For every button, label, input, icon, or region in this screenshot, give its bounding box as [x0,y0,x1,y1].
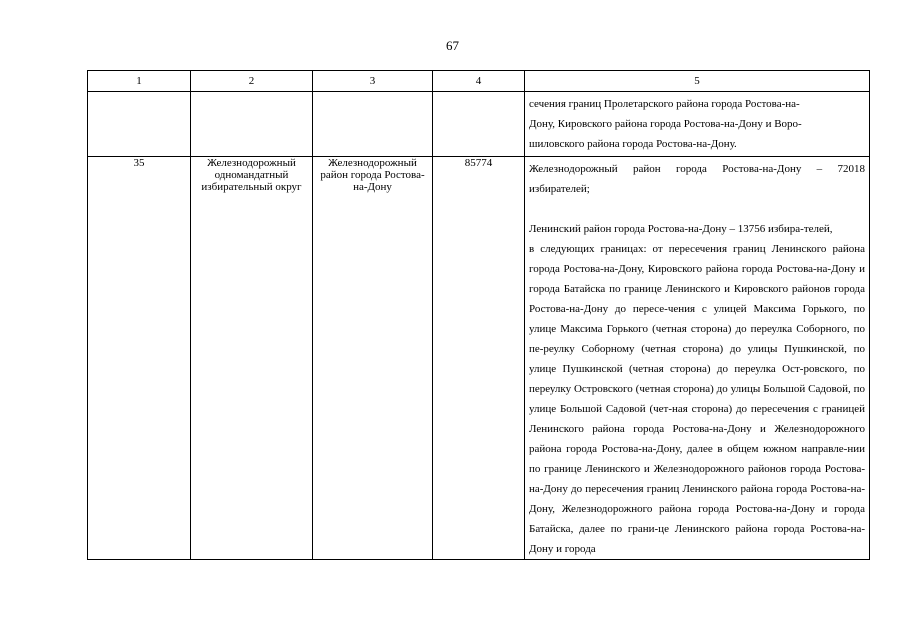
area-name: Железнодорожный район города Ростова-на-Дону [313,157,433,560]
description-paragraph: Ленинский район города Ростова-на-Дону – 13756 избира-телей, [529,223,833,235]
district-description [525,157,870,560]
table-header-row [88,71,870,92]
continuation-description [525,92,870,157]
paragraph-gap [529,199,865,219]
page-number: 67 [446,38,459,53]
header-col-1: 1 [88,71,191,92]
cell-empty [88,92,191,157]
voter-count: 85774 [433,157,525,560]
district-name: Железнодорожный одномандатный избирательный округ [191,157,313,560]
description-paragraph: в следующих границах: от пересечения границ Ленинского района города Ростова-на-Дону, Кировского района города Ростова-на-Дону и города Батайска по границе Ленинского и Кировского районов города Ростова-на-Дону до пересе-чения с улицей Максима Горького, по улице Максима Горького (четная сторона) до переулка Соборного, по пе-реулку Соборному (четная сторона) до улицы Пушкинской, по улице Пушкинской (четная сторона) до переулка Ост-ровского, по переулку Островского (четная сторона) до улицы Большой Садовой, по улице Большой Садовой (чет-ная сторона) до пересечения с границей Ленинского района города Ростова-на-Дону и Железнодорожного района города Ростова-на-Дону, далее в общем южном направле-нии по границе Ленинского и Железнодорожного районов города Ростова-на-Дону до пересечения границ Ленинского района города Ростова-на-Дону, Железнодорожного района города Ростова-на-Дону и города Батайска, далее по грани-це Ленинского района города Ростова-на-Дону и города [529,243,865,555]
cell-empty [313,92,433,157]
header-col-2: 2 [191,71,313,92]
electoral-districts-table [87,70,870,560]
text-line: сечения границ Пролетарского района города Ростова-на- [529,98,800,110]
table-row-35 [88,157,870,560]
text-line: шиловского района города Ростова-на-Дону. [529,138,737,150]
text-line: Дону, Кировского района города Ростова-на-Дону и Воро- [529,118,802,130]
header-col-4: 4 [433,71,525,92]
header-col-5: 5 [525,71,870,92]
cell-empty [191,92,313,157]
cell-empty [433,92,525,157]
row-number: 35 [88,157,191,560]
description-paragraph: Железнодорожный район города Ростова-на-Дону – 72018 избирателей; [529,163,865,195]
table-row-continuation [88,92,870,157]
header-col-3: 3 [313,71,433,92]
